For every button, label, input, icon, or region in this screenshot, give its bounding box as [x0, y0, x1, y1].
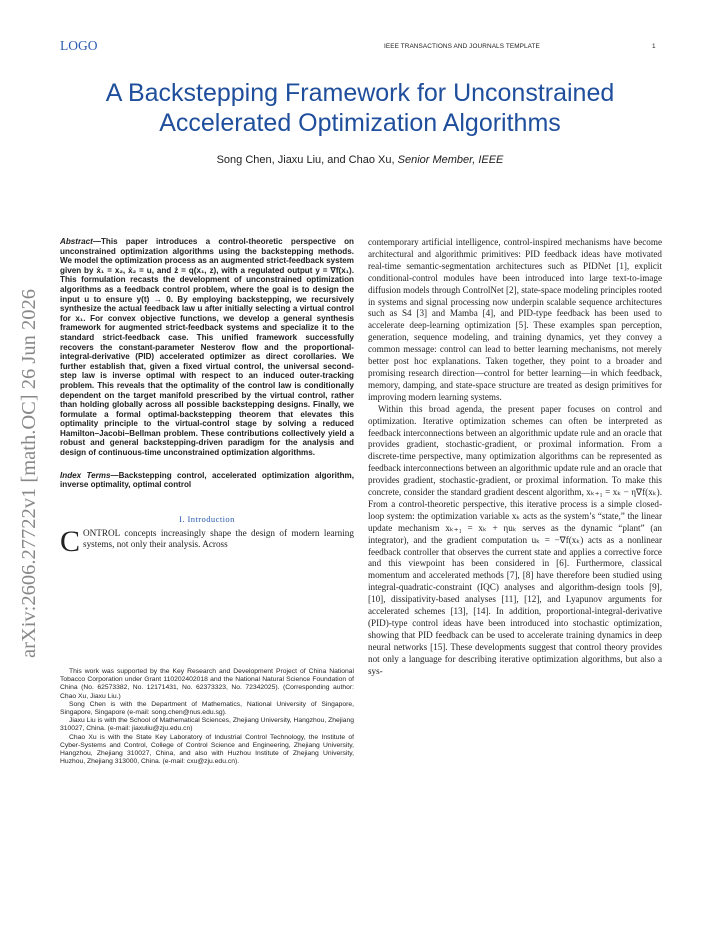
title-line-1: A Backstepping Framework for Unconstrained [105, 79, 615, 107]
footnotes [60, 668, 354, 766]
abstract: Abstract—This paper introduces a control-theoretic perspective on unconstrained optimization algorithms using the backstepping methods. We model the optimization process as an augmented strict-feedback system given by ẋ₁ = x₂, ẋ₂ = u, and ż = q(x₁, z), with a regulated output y = ∇f(x₁). This formulation recasts the development of unconstrained optimization algorithms as a feedback control problem, where the goal is to design the input u to ensure y(t) → 0. By employing backstepping, we recursively synthesize the actual feedback law u after initially selecting a virtual control for x₁. For convex objective functions, we develop a general synthesis framework for augmented strict-feedback systems and specialize it to the standard strict-feedback case. This unified framework successfully recovers the constant-parameter Nesterov flow and the proportional-integral-derivative (PID) accelerated optimizer as direct corollaries. We further establish that, given a fixed virtual control, the universal second-step law is inverse optimal with respect to an induced outer-tracking problem. This reveals that the optimality of the control law is conditionally dependent on the target manifold prescribed by the virtual control, rather than holding globally across all possible backstepping designs. Finally, we formulate a formal optimal-backstepping theorem that elevates this optimality principle to the virtual-control stage by solving a reduced Hamilton–Jacobi–Bellman problem. These contributions collectively yield a robust and general backstepping-driven paradigm for the analysis and design of continuous-time unconstrained optimization algorithms. [60, 237, 355, 458]
left-column [60, 237, 355, 558]
page-number: 1 [652, 43, 656, 50]
footnote-funding: This work was supported by the Key Research and Development Project of China National Tobacco Corporation under Grant 110202402018 and the National Natural Science Foundation of China (No. 62573382, No. 12171431, No. 62373323, No. 72342025). (Corresponding author: Chao Xu, Jiaxu Liu.) [60, 668, 354, 700]
section-heading-introduction: I. Introduction [179, 513, 235, 524]
intro-first-paragraph [60, 524, 354, 558]
paper-title [40, 78, 680, 138]
index-terms: Index Terms—Backstepping control, accelerated optimization algorithm, inverse optimality, optimal control [60, 470, 354, 490]
footnote-author-3: Chao Xu is with the State Key Laboratory of Industrial Control Technology, the Institute of Cyber-Systems and Control, College of Control Science and Engineering, Zhejiang University, Hangzhou, Zhejiang 310027, China, and also with Huzhou Institute of Zhejiang University, Huzhou, Zhejiang 313000, China. (e-mail: cxu@zju.edu.cn). [60, 733, 354, 766]
author-names: Song Chen, Jiaxu Liu, and Chao Xu, [216, 154, 395, 166]
right-column [368, 237, 662, 678]
intro-first-text: ONTROL concepts increasingly shape the design of modern learning systems, not only their analysis. Across [83, 527, 354, 549]
title-line-2: Accelerated Optimization Algorithms [159, 109, 561, 137]
body-paragraph-2: Within this broad agenda, the present paper focuses on control and optimization. Iterative optimization schemes can often be interpreted as feedback interconnections between an algorithmic update rule and an oracle that provides gradient, stochastic-gradient, or proximal information. From a discrete-time perspective, many optimization algorithms can be represented as feedback interconnections between an algorithmic update rule and an oracle that provides gradient, stochastic-gradient, or proximal information. To make this concrete, consider the standard gradient descent algorithm, xₖ₊₁ = xₖ − η∇f(xₖ). From a control-theoretic perspective, this iterative process is a simple closed-loop system: the optimization variable xₖ acts as the system’s “state,” the linear update mechanism xₖ₊₁ = xₖ + ηuₖ serves as the dynamic “plant” (an integrator), and the gradient computation uₖ = −∇f(xₖ) acts as a nonlinear feedback controller that observes the current state and applies a corrective force and this viewpoint has been considered in [6]. Furthermore, classical momentum and accelerated methods [7], [8] have therefore been studied using integral-quadratic-constraint (IQC) analyses and algorithm-design tools [9], [10], dissipativity-based analyses [11], [12], and Lyapunov arguments for accelerated schemes [13], [14]. In addition, proportional-integral-derivative (PID)-type control ideas have been introduced into stochastic optimization, showing that PID feedback can be used to accelerate training dynamics in deep neural networks [15]. These developments suggest that control theory provides not only a language for describing iterative optimization algorithms, but also a sys- [368, 403, 662, 676]
arxiv-stamp: arXiv:2606.27722v1 [math.OC] 26 Jun 2026 [18, 289, 40, 658]
body-paragraph-1: contemporary artificial intelligence, control-inspired mechanisms have become architectural and algorithmic primitives: PID feedback ideas have motivated real-time semantic-segmentation architectures such as PIDNet [1], explicit conditional-control modules have been introduced into large text-to-image diffusion models through ControlNet [2], state-space modeling principles rooted in systems and signal processing now underpin scalable sequence architectures such as S4 [3] and Mamba [4], and PID-type feedback has been used to accelerate deep-learning optimization [5]. These examples span perception, generation, sequence modeling, and training dynamics, yet they convey a common message: control can lead to better learning mechanisms, not merely better post hoc explanations. Taken together, they point to a broader and promising research direction—control for better learning—in which feedback, memory, damping, and state-space structure are treated as design primitives for improving modern learning systems. [368, 237, 662, 402]
index-terms-lead: Index Terms [60, 470, 111, 480]
journal-name: IEEE TRANSACTIONS AND JOURNALS TEMPLATE [384, 43, 540, 50]
footnote-author-1: Song Chen is with the Department of Mathematics, National University of Singapore, Singapore, Singapore (e-mail: song.chen@nus.edu.sg). [60, 700, 354, 717]
index-terms-text: Backstepping control, accelerated optimization algorithm, inverse optimality, optimal control [60, 470, 354, 490]
footnote-author-2: Jiaxu Liu is with the School of Mathematical Sciences, Zhejiang University, Hangzhou, Zhejiang 310027, China. (e-mail: jiaxuliu@zju.edu.cn) [60, 717, 354, 733]
drop-cap: C [60, 524, 81, 558]
abstract-text: This paper introduces a control-theoretic perspective on unconstrained optimization algorithms using the backstepping methods. We model the optimization process as an augmented strict-feedback system given by ẋ₁ = x₂, ẋ₂ = u, and ż = q(x₁, z), with a regulated output y = ∇f(x₁). This formulation recasts the development of unconstrained optimization algorithms as a feedback control problem, where the goal is to design the input u to ensure y(t) → 0. By employing backstepping, we recursively synthesize the actual feedback law u after initially selecting a virtual control for x₁. For convex objective functions, we develop a general synthesis framework for augmented strict-feedback systems and specialize it to the standard strict-feedback case. This unified framework successfully recovers the constant-parameter Nesterov flow and the proportional-integral-derivative (PID) accelerated optimizer as direct corollaries. We further establish that, given a fixed virtual control, the universal second-step law is inverse optimal with respect to an induced outer-tracking problem. This reveals that the optimality of the control law is conditionally dependent on the target manifold prescribed by the virtual control, rather than holding globally across all possible backstepping designs. Finally, we formulate a formal optimal-backstepping theorem that elevates this optimality principle to the virtual-control stage by solving a reduced Hamilton–Jacobi–Bellman problem. These contributions collectively yield a robust and general backstepping-driven paradigm for the analysis and design of continuous-time unconstrained optimization algorithms. [60, 237, 355, 458]
author-list [40, 154, 680, 166]
author-suffix: Senior Member, IEEE [397, 154, 504, 166]
abstract-lead: Abstract [60, 237, 93, 246]
logo: LOGO [60, 38, 98, 53]
